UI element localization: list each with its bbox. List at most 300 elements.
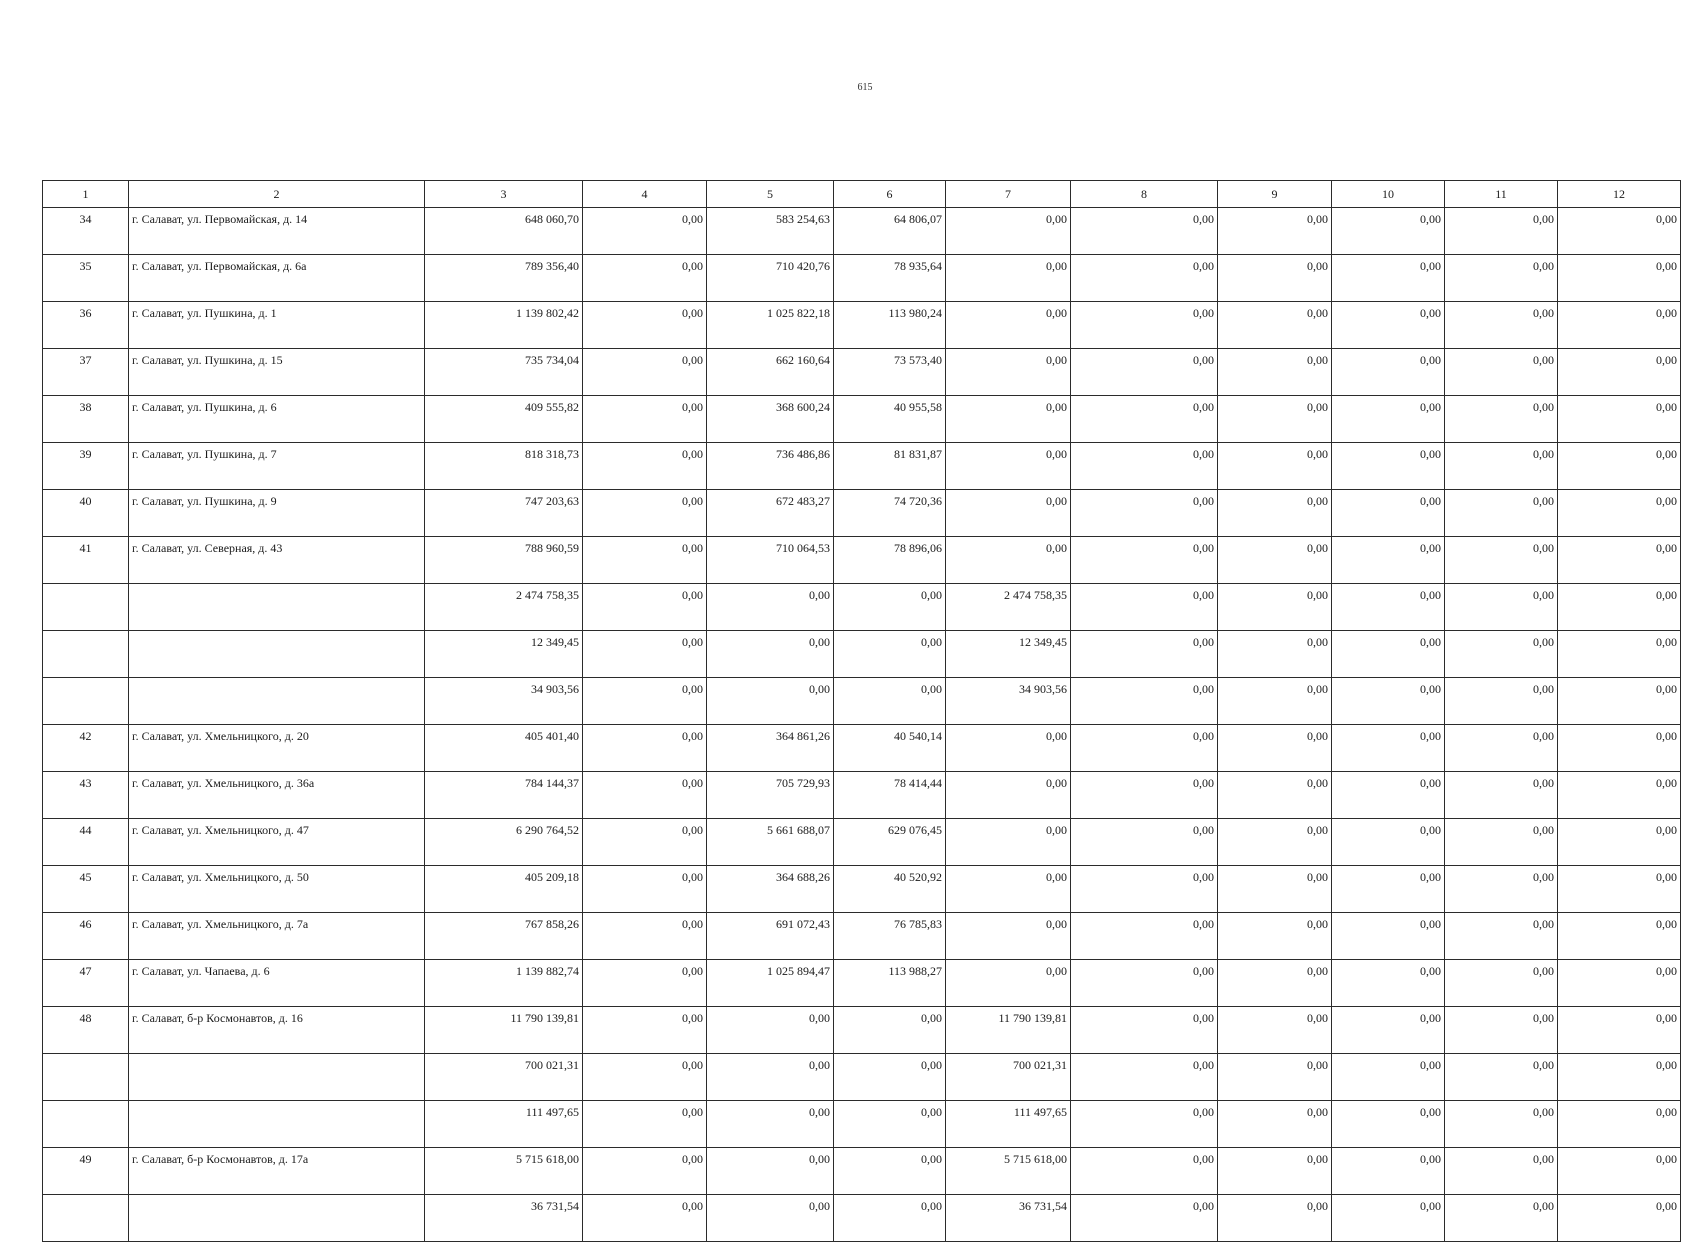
value-cell: 0,00 bbox=[583, 678, 707, 725]
value-cell: 0,00 bbox=[1332, 396, 1445, 443]
header-row bbox=[43, 181, 1681, 208]
address-cell: г. Салават, ул. Пушкина, д. 7 bbox=[129, 443, 425, 490]
value-cell: 0,00 bbox=[1558, 913, 1681, 960]
table-row bbox=[43, 537, 1681, 584]
value-cell: 0,00 bbox=[834, 1148, 946, 1195]
value-cell: 0,00 bbox=[1218, 255, 1332, 302]
value-cell: 0,00 bbox=[834, 1195, 946, 1242]
table-row bbox=[43, 1148, 1681, 1195]
value-cell: 0,00 bbox=[583, 349, 707, 396]
address-cell bbox=[129, 1195, 425, 1242]
value-cell: 76 785,83 bbox=[834, 913, 946, 960]
table-row bbox=[43, 772, 1681, 819]
value-cell: 0,00 bbox=[1445, 490, 1558, 537]
row-number-cell bbox=[43, 1195, 129, 1242]
value-cell: 40 520,92 bbox=[834, 866, 946, 913]
table-row bbox=[43, 1101, 1681, 1148]
address-cell bbox=[129, 1054, 425, 1101]
value-cell: 662 160,64 bbox=[707, 349, 834, 396]
value-cell: 0,00 bbox=[946, 255, 1071, 302]
value-cell: 0,00 bbox=[707, 1007, 834, 1054]
value-cell: 11 790 139,81 bbox=[425, 1007, 583, 1054]
address-cell: г. Салават, ул. Первомайская, д. 6а bbox=[129, 255, 425, 302]
value-cell: 2 474 758,35 bbox=[946, 584, 1071, 631]
address-cell: г. Салават, ул. Хмельницкого, д. 20 bbox=[129, 725, 425, 772]
address-cell: г. Салават, ул. Пушкина, д. 9 bbox=[129, 490, 425, 537]
table-row bbox=[43, 349, 1681, 396]
value-cell: 767 858,26 bbox=[425, 913, 583, 960]
value-cell: 0,00 bbox=[1332, 678, 1445, 725]
value-cell: 0,00 bbox=[583, 913, 707, 960]
value-cell: 111 497,65 bbox=[425, 1101, 583, 1148]
value-cell: 0,00 bbox=[1332, 349, 1445, 396]
row-number-cell: 34 bbox=[43, 208, 129, 255]
value-cell: 0,00 bbox=[583, 255, 707, 302]
value-cell: 0,00 bbox=[1558, 678, 1681, 725]
value-cell: 0,00 bbox=[1218, 960, 1332, 1007]
value-cell: 0,00 bbox=[707, 678, 834, 725]
value-cell: 0,00 bbox=[583, 1101, 707, 1148]
value-cell: 0,00 bbox=[1071, 678, 1218, 725]
value-cell: 0,00 bbox=[946, 490, 1071, 537]
value-cell: 0,00 bbox=[1218, 866, 1332, 913]
column-header: 10 bbox=[1332, 181, 1445, 208]
value-cell: 0,00 bbox=[834, 584, 946, 631]
table-row bbox=[43, 1054, 1681, 1101]
value-cell: 0,00 bbox=[1071, 349, 1218, 396]
value-cell: 0,00 bbox=[583, 819, 707, 866]
value-cell: 0,00 bbox=[1558, 490, 1681, 537]
value-cell: 0,00 bbox=[707, 584, 834, 631]
value-cell: 0,00 bbox=[583, 1195, 707, 1242]
value-cell: 0,00 bbox=[583, 1054, 707, 1101]
value-cell: 40 955,58 bbox=[834, 396, 946, 443]
value-cell: 705 729,93 bbox=[707, 772, 834, 819]
value-cell: 0,00 bbox=[1218, 1007, 1332, 1054]
value-cell: 34 903,56 bbox=[946, 678, 1071, 725]
value-cell: 73 573,40 bbox=[834, 349, 946, 396]
value-cell: 0,00 bbox=[1332, 255, 1445, 302]
value-cell: 0,00 bbox=[583, 490, 707, 537]
value-cell: 0,00 bbox=[1071, 1195, 1218, 1242]
value-cell: 0,00 bbox=[1218, 443, 1332, 490]
column-header: 3 bbox=[425, 181, 583, 208]
address-cell: г. Салават, ул. Первомайская, д. 14 bbox=[129, 208, 425, 255]
value-cell: 0,00 bbox=[1445, 349, 1558, 396]
address-cell: г. Салават, ул. Хмельницкого, д. 36а bbox=[129, 772, 425, 819]
value-cell: 0,00 bbox=[1558, 302, 1681, 349]
value-cell: 0,00 bbox=[1071, 208, 1218, 255]
value-cell: 0,00 bbox=[1332, 1007, 1445, 1054]
value-cell: 364 861,26 bbox=[707, 725, 834, 772]
value-cell: 0,00 bbox=[1558, 960, 1681, 1007]
value-cell: 0,00 bbox=[1218, 819, 1332, 866]
value-cell: 0,00 bbox=[583, 1148, 707, 1195]
value-cell: 113 988,27 bbox=[834, 960, 946, 1007]
value-cell: 78 896,06 bbox=[834, 537, 946, 584]
value-cell: 0,00 bbox=[1445, 678, 1558, 725]
value-cell: 0,00 bbox=[583, 584, 707, 631]
address-cell bbox=[129, 678, 425, 725]
value-cell: 11 790 139,81 bbox=[946, 1007, 1071, 1054]
value-cell: 0,00 bbox=[583, 1007, 707, 1054]
value-cell: 710 064,53 bbox=[707, 537, 834, 584]
value-cell: 0,00 bbox=[1558, 1148, 1681, 1195]
value-cell: 0,00 bbox=[1445, 631, 1558, 678]
value-cell: 40 540,14 bbox=[834, 725, 946, 772]
row-number-cell: 41 bbox=[43, 537, 129, 584]
value-cell: 6 290 764,52 bbox=[425, 819, 583, 866]
table-row bbox=[43, 584, 1681, 631]
row-number-cell bbox=[43, 631, 129, 678]
row-number-cell: 42 bbox=[43, 725, 129, 772]
value-cell: 0,00 bbox=[583, 443, 707, 490]
data-table bbox=[42, 180, 1681, 1242]
table-row bbox=[43, 678, 1681, 725]
table-row bbox=[43, 866, 1681, 913]
address-cell: г. Салават, ул. Хмельницкого, д. 50 bbox=[129, 866, 425, 913]
value-cell: 0,00 bbox=[1218, 208, 1332, 255]
value-cell: 0,00 bbox=[1332, 208, 1445, 255]
address-cell: г. Салават, ул. Чапаева, д. 6 bbox=[129, 960, 425, 1007]
value-cell: 0,00 bbox=[1332, 1054, 1445, 1101]
value-cell: 0,00 bbox=[1332, 1101, 1445, 1148]
value-cell: 784 144,37 bbox=[425, 772, 583, 819]
value-cell: 0,00 bbox=[707, 631, 834, 678]
value-cell: 0,00 bbox=[1071, 1054, 1218, 1101]
value-cell: 0,00 bbox=[834, 1007, 946, 1054]
value-cell: 0,00 bbox=[1445, 866, 1558, 913]
value-cell: 0,00 bbox=[1332, 1148, 1445, 1195]
table-row bbox=[43, 631, 1681, 678]
value-cell: 0,00 bbox=[1218, 396, 1332, 443]
page-number: 615 bbox=[857, 82, 873, 93]
value-cell: 0,00 bbox=[946, 866, 1071, 913]
value-cell: 0,00 bbox=[1071, 631, 1218, 678]
value-cell: 0,00 bbox=[1071, 1148, 1218, 1195]
value-cell: 0,00 bbox=[1332, 490, 1445, 537]
table-row bbox=[43, 1195, 1681, 1242]
address-cell bbox=[129, 1101, 425, 1148]
value-cell: 0,00 bbox=[1445, 819, 1558, 866]
address-cell: г. Салават, ул. Северная, д. 43 bbox=[129, 537, 425, 584]
value-cell: 0,00 bbox=[1445, 1054, 1558, 1101]
table-row bbox=[43, 208, 1681, 255]
value-cell: 34 903,56 bbox=[425, 678, 583, 725]
table-row bbox=[43, 913, 1681, 960]
value-cell: 0,00 bbox=[1071, 396, 1218, 443]
value-cell: 12 349,45 bbox=[946, 631, 1071, 678]
value-cell: 0,00 bbox=[1445, 960, 1558, 1007]
row-number-cell: 36 bbox=[43, 302, 129, 349]
value-cell: 1 139 882,74 bbox=[425, 960, 583, 1007]
value-cell: 691 072,43 bbox=[707, 913, 834, 960]
column-header: 7 bbox=[946, 181, 1071, 208]
table-row bbox=[43, 960, 1681, 1007]
value-cell: 0,00 bbox=[1071, 819, 1218, 866]
value-cell: 0,00 bbox=[583, 772, 707, 819]
value-cell: 0,00 bbox=[1071, 772, 1218, 819]
value-cell: 0,00 bbox=[1218, 302, 1332, 349]
address-cell: г. Салават, б-р Космонавтов, д. 16 bbox=[129, 1007, 425, 1054]
value-cell: 0,00 bbox=[583, 725, 707, 772]
value-cell: 0,00 bbox=[1332, 1195, 1445, 1242]
value-cell: 1 025 822,18 bbox=[707, 302, 834, 349]
table-row bbox=[43, 396, 1681, 443]
value-cell: 0,00 bbox=[1558, 537, 1681, 584]
value-cell: 0,00 bbox=[1071, 866, 1218, 913]
value-cell: 0,00 bbox=[583, 537, 707, 584]
value-cell: 0,00 bbox=[1445, 443, 1558, 490]
value-cell: 0,00 bbox=[946, 913, 1071, 960]
value-cell: 368 600,24 bbox=[707, 396, 834, 443]
row-number-cell: 39 bbox=[43, 443, 129, 490]
row-number-cell: 44 bbox=[43, 819, 129, 866]
value-cell: 0,00 bbox=[583, 631, 707, 678]
value-cell: 0,00 bbox=[583, 960, 707, 1007]
value-cell: 0,00 bbox=[946, 772, 1071, 819]
value-cell: 648 060,70 bbox=[425, 208, 583, 255]
table-row bbox=[43, 490, 1681, 537]
value-cell: 0,00 bbox=[707, 1148, 834, 1195]
address-cell: г. Салават, б-р Космонавтов, д. 17а bbox=[129, 1148, 425, 1195]
table-row bbox=[43, 725, 1681, 772]
value-cell: 0,00 bbox=[1218, 349, 1332, 396]
row-number-cell: 47 bbox=[43, 960, 129, 1007]
value-cell: 0,00 bbox=[1332, 866, 1445, 913]
value-cell: 0,00 bbox=[1445, 208, 1558, 255]
column-header: 8 bbox=[1071, 181, 1218, 208]
value-cell: 0,00 bbox=[583, 302, 707, 349]
value-cell: 0,00 bbox=[1071, 255, 1218, 302]
value-cell: 0,00 bbox=[1071, 302, 1218, 349]
value-cell: 700 021,31 bbox=[425, 1054, 583, 1101]
value-cell: 36 731,54 bbox=[946, 1195, 1071, 1242]
address-cell: г. Салават, ул. Пушкина, д. 15 bbox=[129, 349, 425, 396]
column-header: 4 bbox=[583, 181, 707, 208]
value-cell: 0,00 bbox=[1071, 913, 1218, 960]
value-cell: 0,00 bbox=[1558, 255, 1681, 302]
value-cell: 0,00 bbox=[946, 443, 1071, 490]
value-cell: 0,00 bbox=[946, 819, 1071, 866]
value-cell: 0,00 bbox=[1218, 1054, 1332, 1101]
row-number-cell bbox=[43, 1101, 129, 1148]
value-cell: 0,00 bbox=[707, 1054, 834, 1101]
value-cell: 0,00 bbox=[1218, 1195, 1332, 1242]
row-number-cell: 40 bbox=[43, 490, 129, 537]
value-cell: 0,00 bbox=[1445, 913, 1558, 960]
value-cell: 113 980,24 bbox=[834, 302, 946, 349]
value-cell: 0,00 bbox=[1332, 725, 1445, 772]
value-cell: 747 203,63 bbox=[425, 490, 583, 537]
value-cell: 0,00 bbox=[834, 678, 946, 725]
row-number-cell: 49 bbox=[43, 1148, 129, 1195]
row-number-cell: 37 bbox=[43, 349, 129, 396]
value-cell: 0,00 bbox=[1558, 1007, 1681, 1054]
address-cell: г. Салават, ул. Хмельницкого, д. 47 bbox=[129, 819, 425, 866]
value-cell: 0,00 bbox=[1218, 631, 1332, 678]
address-cell bbox=[129, 631, 425, 678]
value-cell: 1 139 802,42 bbox=[425, 302, 583, 349]
row-number-cell: 35 bbox=[43, 255, 129, 302]
row-number-cell bbox=[43, 584, 129, 631]
value-cell: 818 318,73 bbox=[425, 443, 583, 490]
table-row bbox=[43, 443, 1681, 490]
value-cell: 405 209,18 bbox=[425, 866, 583, 913]
value-cell: 409 555,82 bbox=[425, 396, 583, 443]
value-cell: 0,00 bbox=[707, 1101, 834, 1148]
value-cell: 0,00 bbox=[1071, 490, 1218, 537]
table-row bbox=[43, 1007, 1681, 1054]
value-cell: 0,00 bbox=[1445, 537, 1558, 584]
value-cell: 0,00 bbox=[946, 396, 1071, 443]
row-number-cell bbox=[43, 1054, 129, 1101]
value-cell: 2 474 758,35 bbox=[425, 584, 583, 631]
value-cell: 0,00 bbox=[1445, 772, 1558, 819]
value-cell: 0,00 bbox=[1218, 913, 1332, 960]
value-cell: 5 715 618,00 bbox=[425, 1148, 583, 1195]
value-cell: 0,00 bbox=[946, 725, 1071, 772]
value-cell: 0,00 bbox=[1558, 396, 1681, 443]
value-cell: 0,00 bbox=[1445, 302, 1558, 349]
value-cell: 0,00 bbox=[1218, 725, 1332, 772]
value-cell: 0,00 bbox=[583, 208, 707, 255]
value-cell: 0,00 bbox=[946, 302, 1071, 349]
value-cell: 710 420,76 bbox=[707, 255, 834, 302]
value-cell: 736 486,86 bbox=[707, 443, 834, 490]
value-cell: 0,00 bbox=[1445, 1195, 1558, 1242]
value-cell: 81 831,87 bbox=[834, 443, 946, 490]
value-cell: 0,00 bbox=[1558, 1054, 1681, 1101]
row-number-cell: 38 bbox=[43, 396, 129, 443]
value-cell: 0,00 bbox=[1558, 772, 1681, 819]
column-header: 2 bbox=[129, 181, 425, 208]
value-cell: 0,00 bbox=[1558, 1195, 1681, 1242]
value-cell: 0,00 bbox=[1332, 584, 1445, 631]
row-number-cell bbox=[43, 678, 129, 725]
value-cell: 78 935,64 bbox=[834, 255, 946, 302]
value-cell: 0,00 bbox=[946, 349, 1071, 396]
value-cell: 0,00 bbox=[707, 1195, 834, 1242]
value-cell: 74 720,36 bbox=[834, 490, 946, 537]
value-cell: 0,00 bbox=[834, 1101, 946, 1148]
value-cell: 0,00 bbox=[1218, 1148, 1332, 1195]
column-header: 12 bbox=[1558, 181, 1681, 208]
row-number-cell: 45 bbox=[43, 866, 129, 913]
value-cell: 405 401,40 bbox=[425, 725, 583, 772]
value-cell: 0,00 bbox=[834, 1054, 946, 1101]
value-cell: 364 688,26 bbox=[707, 866, 834, 913]
address-cell: г. Салават, ул. Пушкина, д. 1 bbox=[129, 302, 425, 349]
value-cell: 0,00 bbox=[1445, 725, 1558, 772]
value-cell: 0,00 bbox=[1071, 443, 1218, 490]
value-cell: 12 349,45 bbox=[425, 631, 583, 678]
address-cell bbox=[129, 584, 425, 631]
value-cell: 0,00 bbox=[1332, 960, 1445, 1007]
value-cell: 0,00 bbox=[1071, 1101, 1218, 1148]
value-cell: 64 806,07 bbox=[834, 208, 946, 255]
value-cell: 0,00 bbox=[1218, 584, 1332, 631]
value-cell: 0,00 bbox=[946, 537, 1071, 584]
column-header: 1 bbox=[43, 181, 129, 208]
table-row bbox=[43, 302, 1681, 349]
value-cell: 0,00 bbox=[1558, 1101, 1681, 1148]
value-cell: 0,00 bbox=[1558, 631, 1681, 678]
value-cell: 0,00 bbox=[1332, 631, 1445, 678]
row-number-cell: 43 bbox=[43, 772, 129, 819]
value-cell: 0,00 bbox=[1445, 1007, 1558, 1054]
value-cell: 0,00 bbox=[1445, 396, 1558, 443]
value-cell: 0,00 bbox=[1558, 725, 1681, 772]
value-cell: 0,00 bbox=[1558, 349, 1681, 396]
value-cell: 0,00 bbox=[1445, 584, 1558, 631]
value-cell: 0,00 bbox=[1445, 1148, 1558, 1195]
value-cell: 0,00 bbox=[1445, 1101, 1558, 1148]
value-cell: 36 731,54 bbox=[425, 1195, 583, 1242]
value-cell: 0,00 bbox=[1071, 725, 1218, 772]
value-cell: 0,00 bbox=[1332, 772, 1445, 819]
column-header: 11 bbox=[1445, 181, 1558, 208]
table-row bbox=[43, 255, 1681, 302]
address-cell: г. Салават, ул. Пушкина, д. 6 bbox=[129, 396, 425, 443]
value-cell: 0,00 bbox=[1071, 960, 1218, 1007]
value-cell: 0,00 bbox=[1558, 443, 1681, 490]
value-cell: 78 414,44 bbox=[834, 772, 946, 819]
value-cell: 0,00 bbox=[1445, 255, 1558, 302]
value-cell: 0,00 bbox=[1071, 1007, 1218, 1054]
value-cell: 735 734,04 bbox=[425, 349, 583, 396]
address-cell: г. Салават, ул. Хмельницкого, д. 7а bbox=[129, 913, 425, 960]
value-cell: 583 254,63 bbox=[707, 208, 834, 255]
value-cell: 0,00 bbox=[946, 960, 1071, 1007]
value-cell: 0,00 bbox=[1332, 537, 1445, 584]
value-cell: 0,00 bbox=[1558, 208, 1681, 255]
value-cell: 0,00 bbox=[1558, 866, 1681, 913]
value-cell: 700 021,31 bbox=[946, 1054, 1071, 1101]
value-cell: 1 025 894,47 bbox=[707, 960, 834, 1007]
value-cell: 0,00 bbox=[1558, 819, 1681, 866]
value-cell: 0,00 bbox=[1071, 537, 1218, 584]
value-cell: 111 497,65 bbox=[946, 1101, 1071, 1148]
value-cell: 0,00 bbox=[1332, 302, 1445, 349]
row-number-cell: 46 bbox=[43, 913, 129, 960]
value-cell: 5 715 618,00 bbox=[946, 1148, 1071, 1195]
value-cell: 0,00 bbox=[1218, 490, 1332, 537]
value-cell: 0,00 bbox=[1558, 584, 1681, 631]
value-cell: 0,00 bbox=[583, 866, 707, 913]
table-row bbox=[43, 819, 1681, 866]
value-cell: 788 960,59 bbox=[425, 537, 583, 584]
value-cell: 0,00 bbox=[1071, 584, 1218, 631]
value-cell: 0,00 bbox=[1218, 537, 1332, 584]
value-cell: 0,00 bbox=[1332, 913, 1445, 960]
row-number-cell: 48 bbox=[43, 1007, 129, 1054]
value-cell: 0,00 bbox=[1332, 819, 1445, 866]
column-header: 9 bbox=[1218, 181, 1332, 208]
column-header: 6 bbox=[834, 181, 946, 208]
value-cell: 0,00 bbox=[834, 631, 946, 678]
value-cell: 0,00 bbox=[583, 396, 707, 443]
value-cell: 0,00 bbox=[946, 208, 1071, 255]
value-cell: 5 661 688,07 bbox=[707, 819, 834, 866]
table-body bbox=[43, 208, 1681, 1242]
value-cell: 789 356,40 bbox=[425, 255, 583, 302]
value-cell: 672 483,27 bbox=[707, 490, 834, 537]
value-cell: 0,00 bbox=[1218, 1101, 1332, 1148]
value-cell: 0,00 bbox=[1218, 772, 1332, 819]
value-cell: 0,00 bbox=[1332, 443, 1445, 490]
value-cell: 629 076,45 bbox=[834, 819, 946, 866]
